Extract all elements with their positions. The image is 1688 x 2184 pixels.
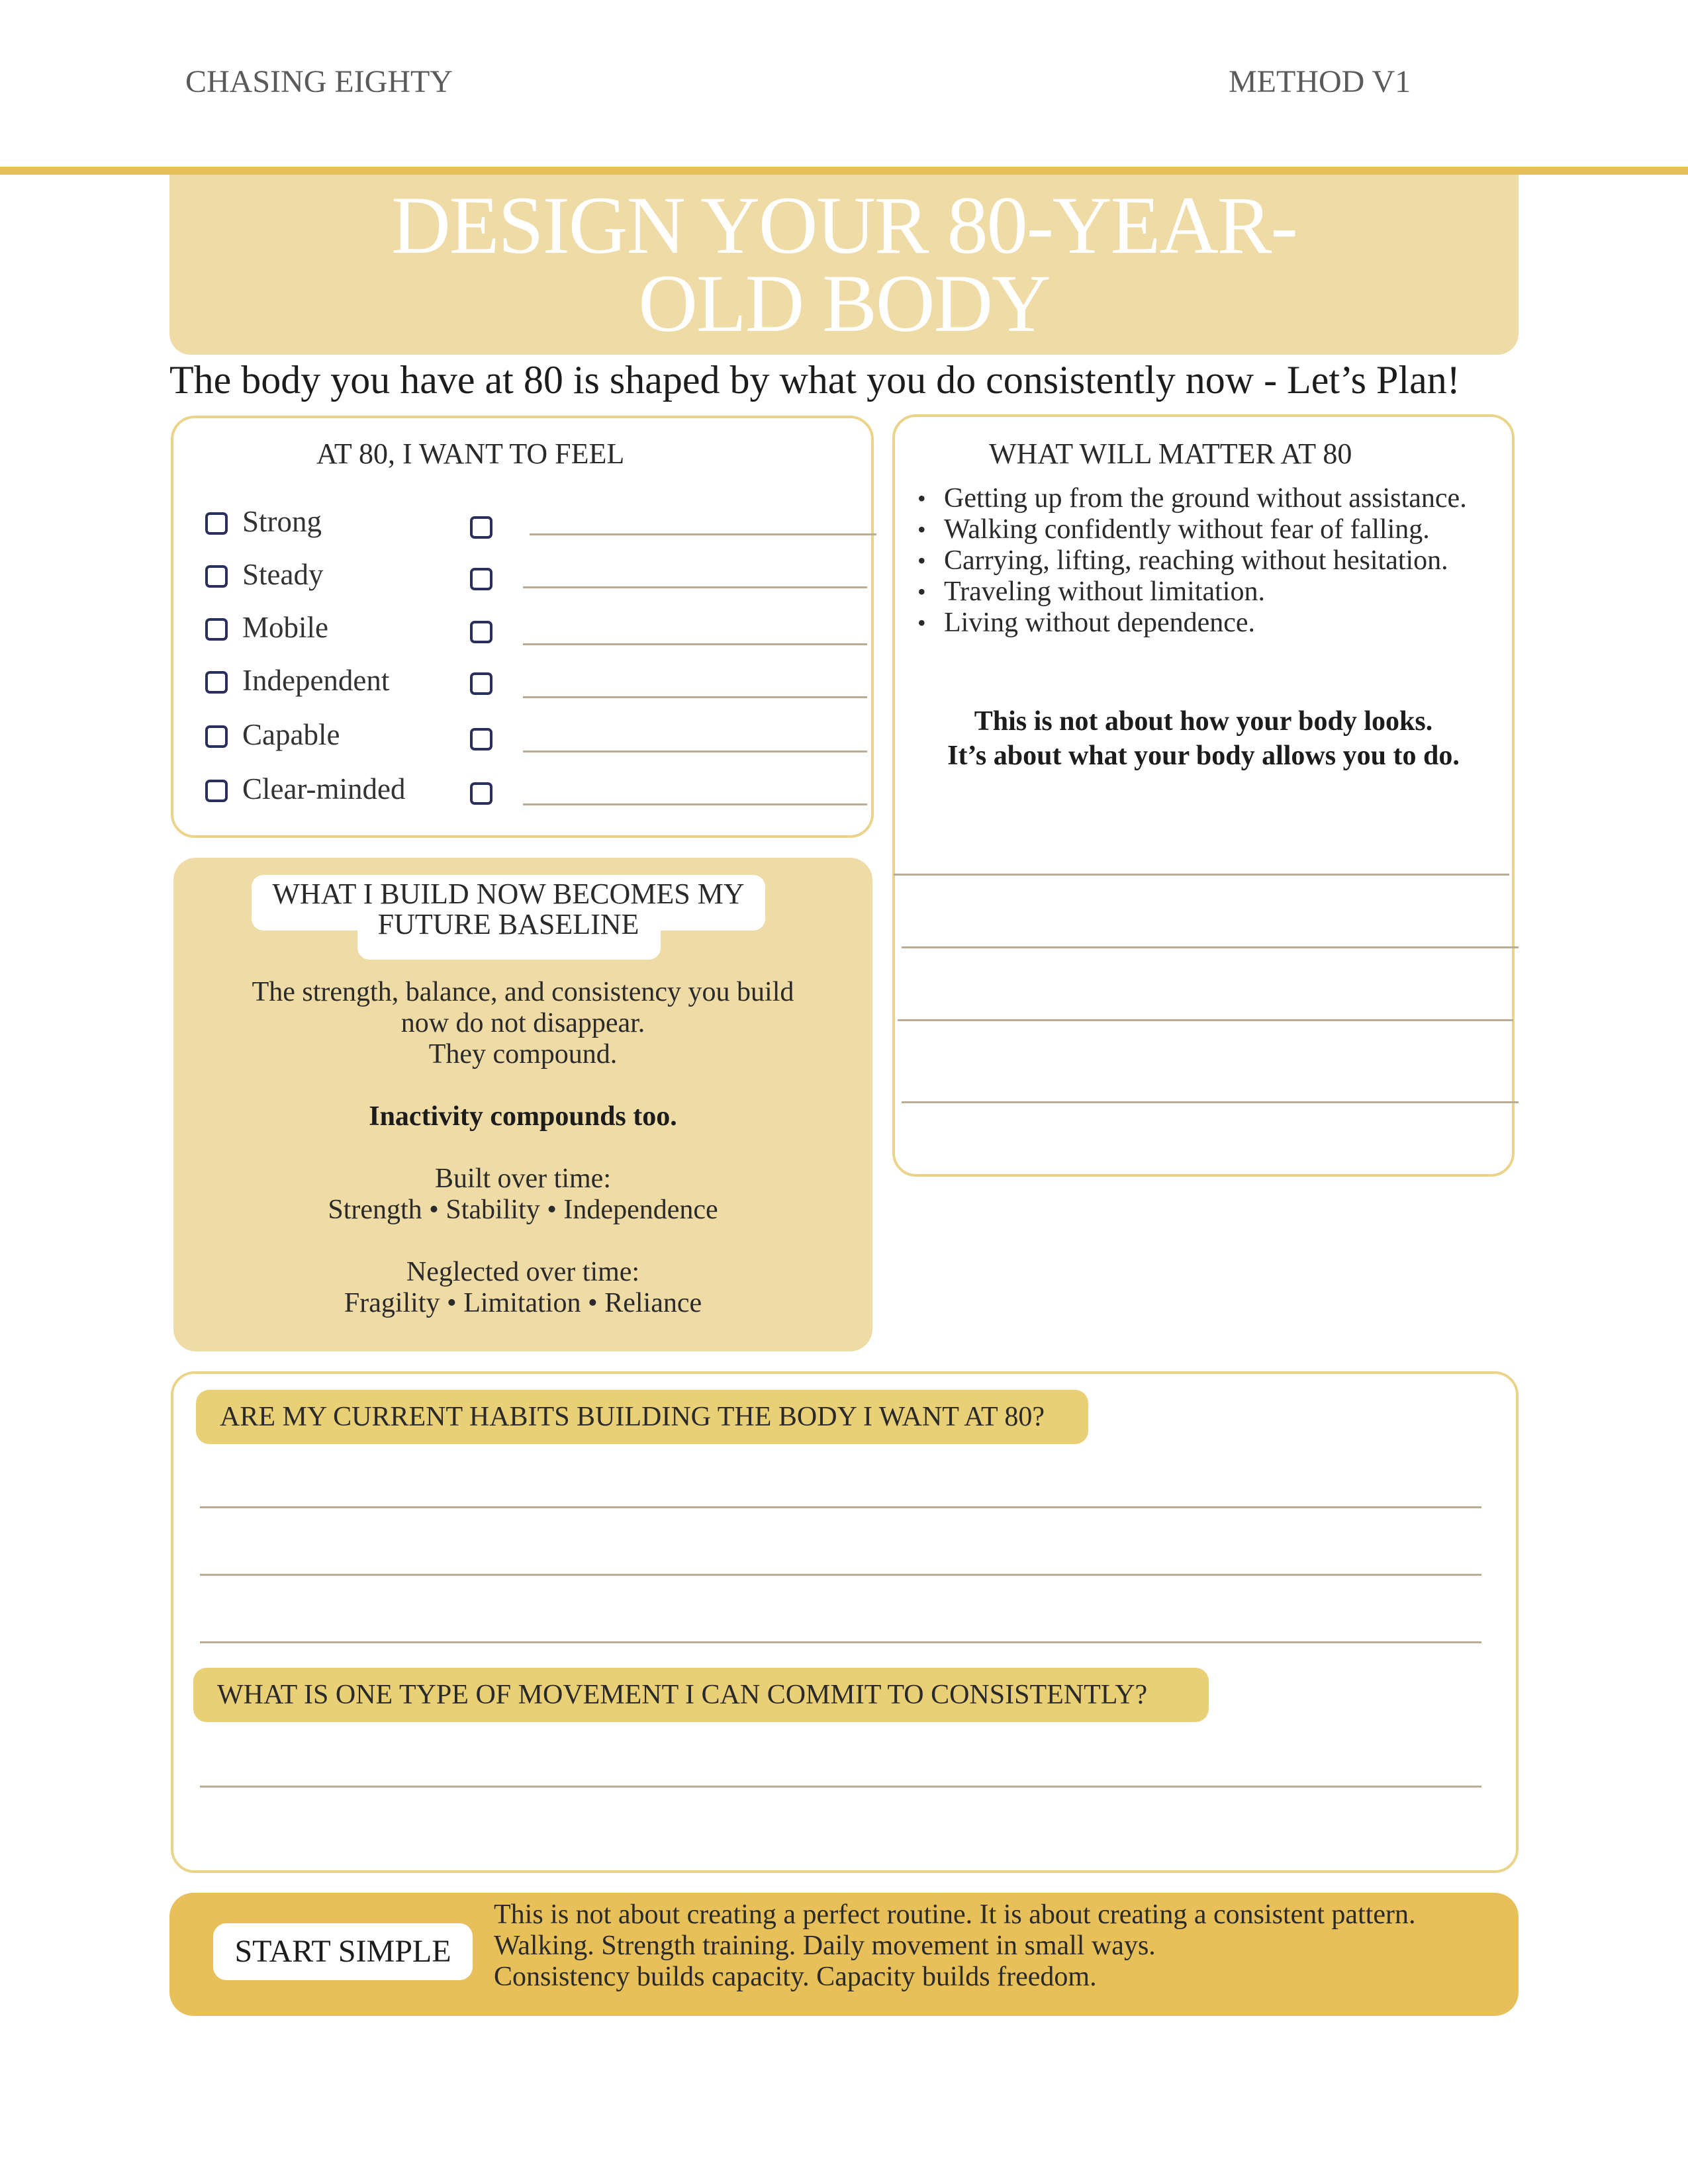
list-item: • Traveling without limitation.	[916, 576, 1499, 608]
list-item: • Walking confidently without fear of falling.	[916, 514, 1499, 545]
build-emphasis: Inactivity compounds too.	[369, 1101, 677, 1132]
build-heading	[252, 879, 765, 940]
write-in-line[interactable]	[898, 1019, 1513, 1021]
build-heading-line: FUTURE BASELINE	[377, 908, 639, 940]
list-item: • Getting up from the ground without assistance.	[916, 483, 1499, 514]
page-subtitle: The body you have at 80 is shaped by what you do consistently now - Let’s Plan!	[169, 358, 1460, 402]
method-version: METHOD V1	[1229, 64, 1411, 99]
matter-heading: WHAT WILL MATTER AT 80	[989, 437, 1352, 470]
checkbox-label: Capable	[242, 718, 340, 751]
write-in-line[interactable]	[902, 1101, 1519, 1103]
checkbox-custom-4[interactable]	[470, 672, 492, 695]
start-line: Walking. Strength training. Daily movement in small ways.	[494, 1931, 1156, 1961]
checkbox-custom-3[interactable]	[470, 621, 492, 643]
start-simple-label: START SIMPLE	[213, 1923, 473, 1980]
write-in-line[interactable]	[523, 586, 867, 588]
list-item: • Carrying, lifting, reaching without hesitation.	[916, 545, 1499, 576]
write-in-line[interactable]	[200, 1574, 1481, 1576]
write-in-line[interactable]	[200, 1641, 1481, 1643]
header-divider	[0, 167, 1688, 175]
checkbox-clear-minded[interactable]	[205, 780, 228, 802]
write-in-line[interactable]	[200, 1786, 1481, 1788]
write-in-line[interactable]	[523, 643, 867, 645]
start-simple-text	[494, 1899, 1513, 1993]
checkbox-label: Mobile	[242, 611, 328, 644]
checkbox-custom-2[interactable]	[470, 568, 492, 590]
checkbox-steady[interactable]	[205, 565, 228, 588]
build-heading-line: WHAT I BUILD NOW BECOMES MY	[272, 878, 745, 910]
start-line: Consistency builds capacity. Capacity builds freedom.	[494, 1962, 1097, 1992]
write-in-line[interactable]	[200, 1506, 1481, 1508]
checkbox-label: Independent	[242, 664, 390, 697]
start-line: This is not about creating a perfect routine. It is about creating a consistent pattern.	[494, 1899, 1416, 1930]
matter-note	[894, 704, 1513, 773]
checkbox-strong[interactable]	[205, 512, 228, 535]
checkbox-label: Steady	[242, 558, 324, 591]
list-item: • Living without dependence.	[916, 608, 1499, 639]
write-in-line[interactable]	[902, 946, 1519, 948]
habits-question-1: ARE MY CURRENT HABITS BUILDING THE BODY I WANT AT 80?	[196, 1390, 1088, 1444]
matter-note-line: This is not about how your body looks.	[974, 706, 1433, 737]
write-in-line[interactable]	[523, 803, 867, 805]
write-in-line[interactable]	[523, 696, 867, 698]
neglect-label: Neglected over time:	[406, 1257, 640, 1287]
build-text: The strength, balance, and consistency you build	[252, 977, 794, 1007]
checkbox-capable[interactable]	[205, 725, 228, 748]
write-in-line[interactable]	[530, 533, 876, 535]
checkbox-label: Strong	[242, 505, 322, 538]
checkbox-mobile[interactable]	[205, 618, 228, 641]
build-text: now do not disappear.	[400, 1008, 645, 1038]
matter-note-line: It’s about what your body allows you to do.	[947, 741, 1460, 771]
matter-list	[916, 483, 1499, 639]
built-label: Built over time:	[435, 1163, 611, 1194]
build-body	[173, 977, 872, 1319]
page-title: DESIGN YOUR 80-YEAR-OLD BODY	[391, 180, 1297, 349]
checkbox-label: Clear-minded	[242, 772, 406, 805]
habits-question-2: WHAT IS ONE TYPE OF MOVEMENT I CAN COMMIT TO CONSISTENTLY?	[193, 1668, 1209, 1722]
checkbox-custom-5[interactable]	[470, 728, 492, 751]
checkbox-custom-1[interactable]	[470, 516, 492, 539]
habits-section	[171, 1371, 1519, 1873]
build-text: They compound.	[428, 1039, 618, 1069]
built-items: Strength • Stability • Independence	[328, 1195, 718, 1225]
feel-heading: AT 80, I WANT TO FEEL	[316, 437, 625, 470]
title-banner	[169, 175, 1519, 355]
write-in-line[interactable]	[894, 874, 1509, 876]
brand-name: CHASING EIGHTY	[185, 64, 453, 99]
neglect-items: Fragility • Limitation • Reliance	[344, 1288, 702, 1318]
checkbox-independent[interactable]	[205, 671, 228, 694]
checkbox-custom-6[interactable]	[470, 782, 492, 805]
write-in-line[interactable]	[523, 751, 867, 752]
